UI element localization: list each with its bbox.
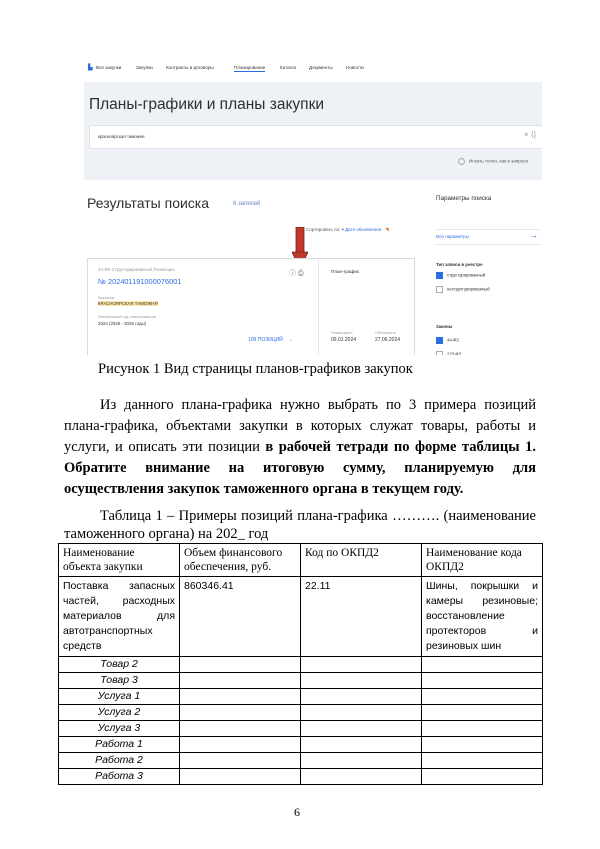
positions-link[interactable]: 109 ПОЗИЦИЙ → <box>248 337 294 343</box>
customer-name[interactable]: КРАСНОЯРСКАЯ ТАМОЖНЯ <box>98 301 158 306</box>
nav-item[interactable]: Все закупки <box>96 65 122 70</box>
search-input[interactable] <box>89 125 542 149</box>
sidebar-title: Параметры поиска <box>436 195 492 202</box>
table-header: Наименование кода ОКПД2 <box>422 544 543 577</box>
page-title: Планы-графики и планы закупки <box>89 96 325 113</box>
result-card[interactable] <box>87 258 415 355</box>
year-label: Финансовый год планирования <box>98 314 157 319</box>
toggle-icon <box>458 158 465 165</box>
table-row <box>59 657 543 673</box>
table-row <box>59 753 543 769</box>
checkbox-structured[interactable]: структурированный <box>436 272 485 279</box>
arrow-right-icon: → <box>530 231 538 240</box>
nav-item[interactable]: Новости <box>346 65 364 70</box>
card-actions <box>289 268 304 278</box>
sort-control[interactable]: Сортировать по: ▾ Дате обновления ◥ <box>306 227 389 232</box>
body-paragraph: Из данного плана-графика нужно выбрать по 3 примера позиций плана-графика, объектами закупки в которых служат товары, работы и услуги, и описать эти позиции в рабочей тетради по форме таблицы 1. Обратите внимание на итоговую сумму, планируемую для осуществления закупок таможенного органа в текущем году. <box>64 397 536 497</box>
registry-type-label: Тип записи в реестре <box>436 262 483 267</box>
table-cell: Работа 3 <box>59 769 180 785</box>
plan-number[interactable]: № 202401191000076001 <box>98 277 182 286</box>
table-header: Наименование объекта закупки <box>59 544 180 577</box>
table-cell: Работа 1 <box>59 737 180 753</box>
all-params-link[interactable]: Все параметры → <box>436 229 540 245</box>
table-cell: 860346.41 <box>180 577 301 657</box>
card-meta: 44-ФЗ Структурированный Размещен <box>98 267 175 272</box>
results-count: 6 записей <box>233 201 261 207</box>
sort-dropdown[interactable]: ▾ Дате обновления <box>341 227 382 232</box>
page-number: 6 <box>294 805 300 819</box>
figure-caption: Рисунок 1 Вид страницы планов-графиков закупок <box>98 361 413 377</box>
search-params-sidebar <box>436 187 542 355</box>
table-cell: Услуга 2 <box>59 705 180 721</box>
table-row <box>59 737 543 753</box>
laws-label: Законы <box>436 324 453 329</box>
exact-search-option[interactable]: Искать точно, как в запросе <box>458 158 528 165</box>
table-cell: Товар 3 <box>59 673 180 689</box>
checkbox-44fz[interactable]: 44-ФЗ <box>436 337 459 344</box>
table-cell: Шины, покрышки и камеры резиновые; восстановление протекторов и резиновых шин <box>422 577 543 657</box>
nav-item[interactable]: Контракты и договоры <box>166 65 214 70</box>
table-cell: Работа 2 <box>59 753 180 769</box>
customer-label: Заказчик <box>98 295 115 300</box>
card-dates: Размещено 09.01.2024 Обновлено 27.06.2024 <box>331 330 401 343</box>
table-header: Объем финансового обеспечения, руб. <box>180 544 301 577</box>
nav-item[interactable]: Закупки <box>136 65 153 70</box>
info-icon[interactable]: ⓘ <box>289 270 296 277</box>
year-value: 2024 (2025 - 2026 годы) <box>98 321 147 326</box>
table-row <box>59 689 543 705</box>
home-icon[interactable]: ▙ <box>88 65 93 71</box>
nav-item-active[interactable]: Планирование <box>234 65 266 70</box>
arrow-right-icon: → <box>288 337 294 343</box>
search-value: красноярская таможня <box>98 134 145 139</box>
table-cell: 22.11 <box>301 577 422 657</box>
rss-icon[interactable]: ◥ <box>385 227 389 232</box>
nav-item[interactable]: Документы <box>309 65 333 70</box>
checkbox-223fz[interactable]: 223-ФЗ <box>436 351 461 355</box>
table-caption: Таблица 1 – Примеры позиций плана-графика ………. (наименование таможенного органа) на 202_ год <box>64 508 536 542</box>
search-hero <box>84 82 542 180</box>
top-navigation <box>84 63 542 75</box>
table-row <box>59 673 543 689</box>
table-row <box>59 577 543 657</box>
table-row <box>59 769 543 785</box>
results-title: Результаты поиска <box>87 195 210 211</box>
table-cell: Услуга 1 <box>59 689 180 705</box>
clear-search-icon[interactable]: × ⟨| <box>523 130 536 139</box>
table-row <box>59 721 543 737</box>
plan-label: План-график <box>331 269 359 274</box>
nav-item[interactable]: Каталог <box>280 65 297 70</box>
figure-screenshot <box>84 55 542 355</box>
table-header: Код по ОКПД2 <box>301 544 422 577</box>
table-cell: Товар 2 <box>59 657 180 673</box>
print-icon[interactable]: ⎙ <box>297 270 304 277</box>
examples-table <box>58 543 543 785</box>
table-cell: Услуга 3 <box>59 721 180 737</box>
checkbox-unstructured[interactable]: неструктурированный <box>436 286 490 293</box>
table-cell: Поставка запасных частей, расходных материалов для автотранспортных средств <box>59 577 180 657</box>
table-header-row <box>59 544 543 577</box>
bold-instruction: в рабочей тетради по форме таблицы 1. Обратите внимание на итоговую сумму, планируемую для осуществления закупок таможенного органа в текущем году. <box>64 439 536 497</box>
table-row <box>59 705 543 721</box>
